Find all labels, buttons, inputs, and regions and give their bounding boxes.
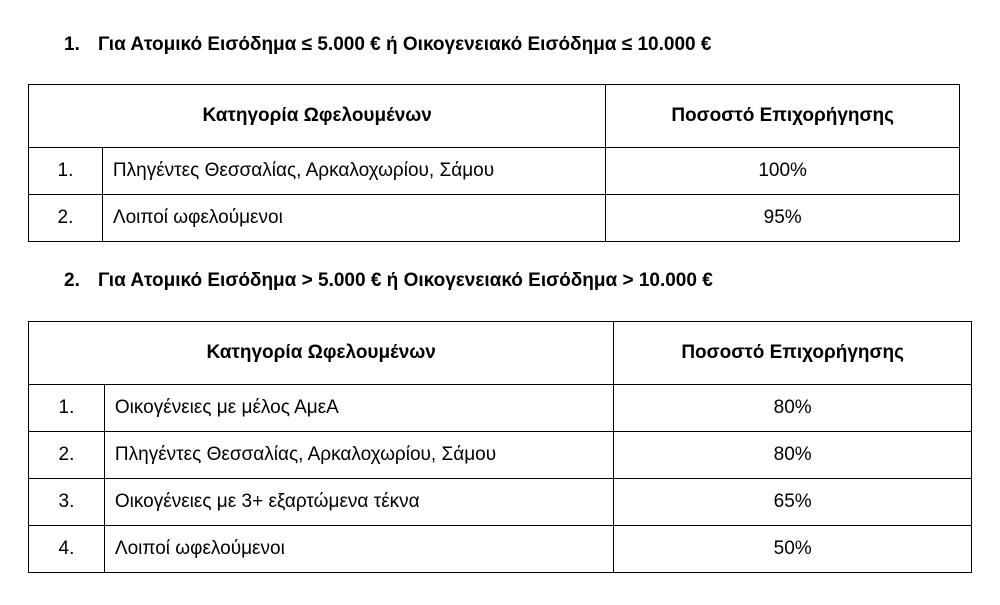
section-1-number: 1. — [64, 34, 80, 55]
row-index: 1. — [29, 148, 103, 195]
table-header-row — [29, 322, 972, 385]
table-row — [29, 195, 960, 242]
section-1-heading — [64, 33, 711, 57]
row-category: Λοιποί ωφελούμενοι — [102, 195, 605, 242]
row-percentage: 65% — [614, 479, 972, 526]
row-index: 1. — [29, 385, 105, 432]
table-row — [29, 479, 972, 526]
table-row — [29, 148, 960, 195]
percentage-header: Ποσοστό Επιχορήγησης — [614, 322, 972, 385]
row-index: 2. — [29, 432, 105, 479]
category-header: Κατηγορία Ωφελουμένων — [29, 322, 614, 385]
table-row — [29, 526, 972, 573]
table-row — [29, 385, 972, 432]
row-category: Οικογένειες με μέλος ΑμεΑ — [104, 385, 613, 432]
row-percentage: 50% — [614, 526, 972, 573]
category-header: Κατηγορία Ωφελουμένων — [29, 85, 606, 148]
row-percentage: 80% — [614, 432, 972, 479]
table-header-row — [29, 85, 960, 148]
percentage-header: Ποσοστό Επιχορήγησης — [606, 85, 960, 148]
row-percentage: 100% — [606, 148, 960, 195]
section-1-title: Για Ατομικό Εισόδημα ≤ 5.000 € ή Οικογενειακό Εισόδημα ≤ 10.000 € — [98, 34, 712, 55]
row-category: Οικογένειες με 3+ εξαρτώμενα τέκνα — [104, 479, 613, 526]
table-row — [29, 432, 972, 479]
section-2-heading — [64, 269, 713, 293]
row-index: 3. — [29, 479, 105, 526]
row-index: 2. — [29, 195, 103, 242]
row-category: Λοιποί ωφελούμενοι — [104, 526, 613, 573]
row-category: Πληγέντες Θεσσαλίας, Αρκαλοχωρίου, Σάμου — [102, 148, 605, 195]
section-2-title: Για Ατομικό Εισόδημα > 5.000 € ή Οικογενειακό Εισόδημα > 10.000 € — [98, 270, 713, 291]
section-1-table — [28, 84, 960, 242]
row-percentage: 80% — [614, 385, 972, 432]
row-category: Πληγέντες Θεσσαλίας, Αρκαλοχωρίου, Σάμου — [104, 432, 613, 479]
section-2-number: 2. — [64, 270, 80, 291]
row-index: 4. — [29, 526, 105, 573]
row-percentage: 95% — [606, 195, 960, 242]
section-2-table — [28, 321, 972, 573]
